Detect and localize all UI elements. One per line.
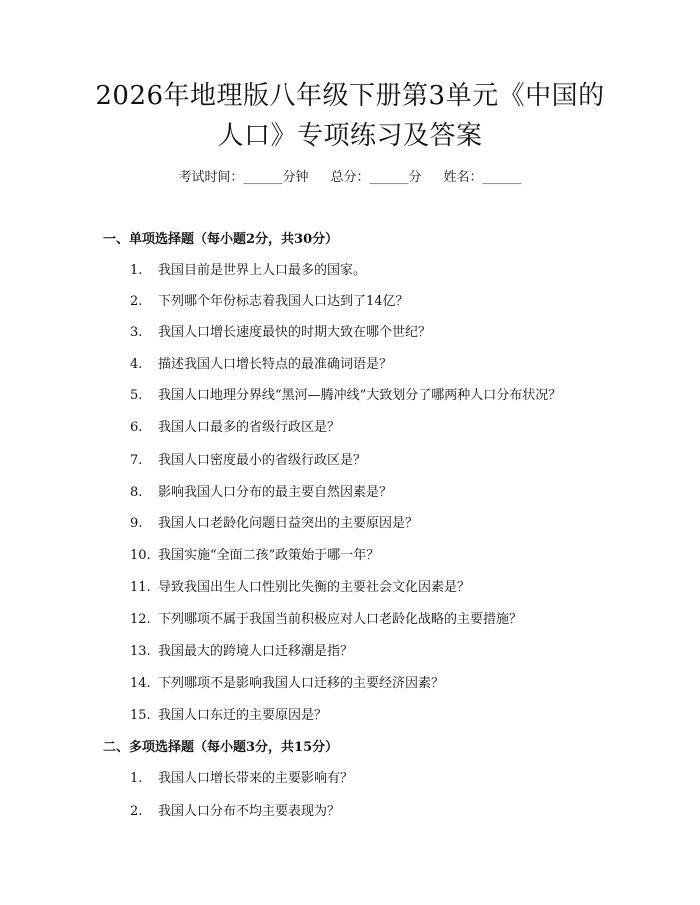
total-score: 总分：______分: [330, 170, 422, 185]
question-number: 2.: [130, 804, 143, 819]
question-item: [130, 418, 340, 438]
question-text: 导致我国出生人口性别比失衡的主要社会文化因素是？: [158, 580, 471, 595]
question-item: [130, 292, 409, 312]
question-item: [130, 261, 366, 281]
question-number: 13.: [130, 644, 151, 659]
section-heading-multiple-choice: 二、多项选择题（每小题3分，共15分）: [103, 740, 339, 755]
question-number: 15.: [130, 708, 151, 723]
question-number: 5.: [130, 388, 143, 403]
question-item: [130, 323, 431, 343]
question-text: 下列哪项不属于我国当前积极应对人口老龄化战略的主要措施？: [158, 612, 523, 627]
question-number: 7.: [130, 453, 143, 468]
question-text: 我国人口东迁的主要原因是？: [158, 708, 328, 723]
question-item: [130, 451, 366, 471]
question-number: 1.: [130, 263, 143, 278]
question-text: 我国人口地理分界线“黑河—腾冲线”大致划分了哪两种人口分布状况？: [158, 388, 562, 403]
question-item: [130, 483, 392, 503]
question-text: 描述我国人口增长特点的最准确词语是？: [158, 357, 393, 372]
exam-time: 考试时间：______分钟: [178, 170, 309, 185]
question-number: 4.: [130, 357, 143, 372]
title-line-2: 人口》专项练习及答案: [217, 121, 483, 151]
question-text: 我国人口分布不均主要表现为？: [158, 804, 341, 819]
exam-info: [0, 168, 700, 188]
section-heading-single-choice: 一、单项选择题（每小题2分，共30分）: [103, 232, 339, 247]
question-number: 10.: [130, 548, 151, 563]
question-number: 2.: [130, 294, 143, 309]
student-name: 姓名：______: [443, 170, 522, 185]
question-number: 14.: [130, 676, 151, 691]
question-text: 我国目前是世界上人口最多的国家。: [158, 263, 367, 278]
question-item: [130, 355, 392, 375]
question-text: 我国人口最多的省级行政区是？: [158, 420, 341, 435]
question-item: [130, 578, 470, 598]
question-number: 9.: [130, 516, 143, 531]
question-text: 我国人口增长带来的主要影响有？: [158, 771, 354, 786]
question-item: [130, 769, 353, 789]
question-number: 3.: [130, 325, 143, 340]
question-number: 11.: [130, 580, 151, 595]
question-item: [130, 546, 379, 566]
question-text: 我国人口增长速度最快的时期大致在哪个世纪？: [158, 325, 432, 340]
question-item: [130, 674, 444, 694]
question-text: 我国最大的跨境人口迁移潮是指？: [158, 644, 354, 659]
question-number: 12.: [130, 612, 151, 627]
question-item: [130, 514, 418, 534]
document-title: [60, 76, 640, 156]
question-number: 6.: [130, 420, 143, 435]
question-item: [130, 610, 522, 630]
question-text: 我国实施“全面二孩”政策始于哪一年？: [158, 548, 380, 563]
title-line-1: 2026年地理版八年级下册第3单元《中国的: [95, 81, 605, 111]
question-text: 影响我国人口分布的最主要自然因素是？: [158, 485, 393, 500]
question-number: 8.: [130, 485, 143, 500]
question-number: 1.: [130, 771, 143, 786]
question-text: 我国人口老龄化问题日益突出的主要原因是？: [158, 516, 419, 531]
question-item: [130, 802, 340, 822]
question-item: [130, 386, 561, 406]
question-item: [130, 642, 353, 662]
question-text: 下列哪个年份标志着我国人口达到了14亿？: [158, 294, 409, 309]
question-text: 下列哪项不是影响我国人口迁移的主要经济因素？: [158, 676, 445, 691]
question-text: 我国人口密度最小的省级行政区是？: [158, 453, 367, 468]
question-item: [130, 706, 327, 726]
